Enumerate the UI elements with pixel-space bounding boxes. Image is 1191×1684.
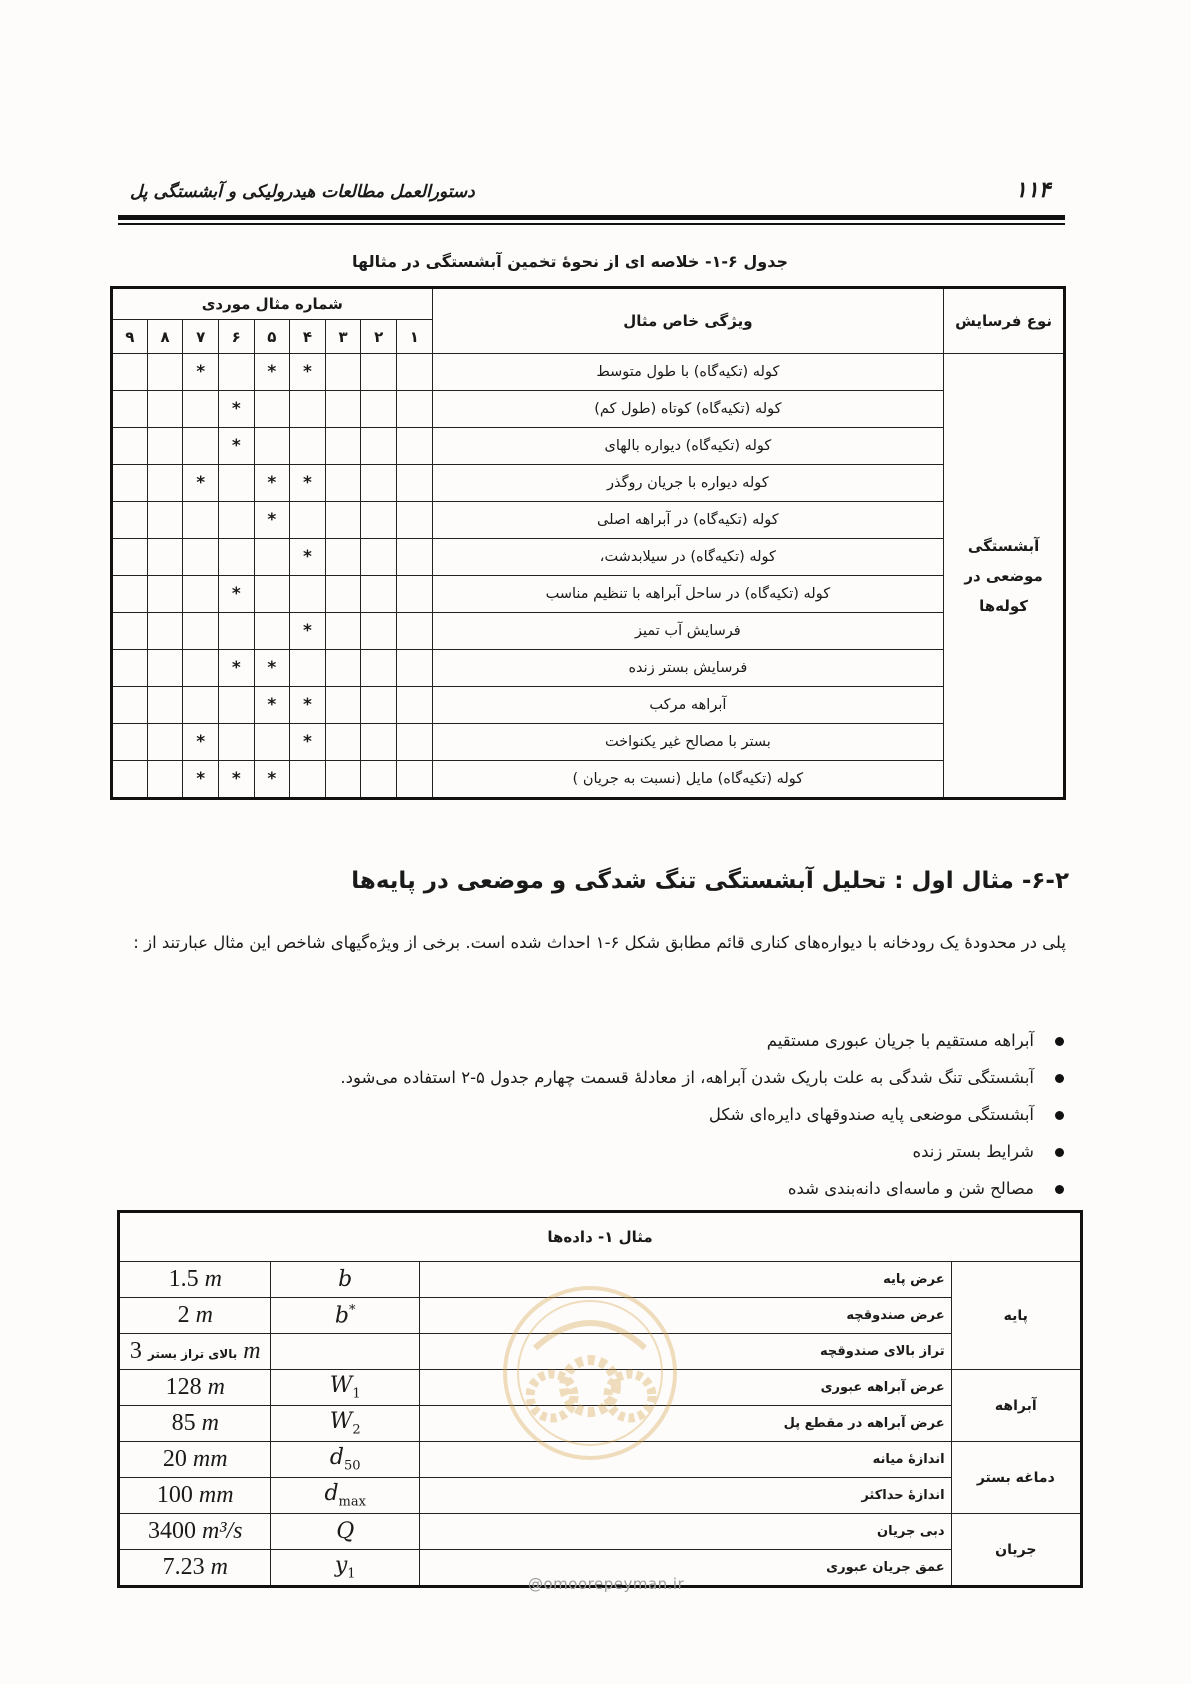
symbol-cell xyxy=(271,1478,419,1514)
symbol: b xyxy=(338,1267,353,1292)
symbol-cell xyxy=(271,1370,419,1406)
symbol: Q xyxy=(336,1519,355,1544)
erosion-type-cell xyxy=(944,354,1065,799)
mark-cell xyxy=(325,391,361,428)
feature-cell: کوله دیواره با جریان روگذر xyxy=(432,465,944,502)
table-row xyxy=(119,1478,1082,1514)
mark-cell xyxy=(397,724,433,761)
intro-paragraph: پلی در محدودهٔ یک رودخانه با دیواره‌های کناری قائم مطابق شکل ۶-۱ احداث شده است. برخی از ویژه‌گیهای شاخص این مثال عبارتند از : xyxy=(133,933,1066,952)
mark-cell xyxy=(147,576,183,613)
mark-cell xyxy=(183,576,219,613)
mark-cell xyxy=(147,650,183,687)
mark-cell xyxy=(325,613,361,650)
mark-cell xyxy=(112,761,148,799)
value-unit: m³/s xyxy=(201,1518,243,1544)
mark-cell xyxy=(397,465,433,502)
mark-cell xyxy=(183,428,219,465)
asterisk-mark: * xyxy=(303,547,312,567)
list-item-text: آبشستگی تنگ شدگی به علت باریک شدن آبراهه، از معادلهٔ قسمت چهارم جدول ۵-۲ استفاده می‌شود. xyxy=(340,1068,1034,1087)
mark-cell xyxy=(218,465,254,502)
example-number-2: ۲ xyxy=(361,320,397,354)
feature-cell: کوله (تکیه‌گاه) در سیلابدشت، xyxy=(432,539,944,576)
mark-cell xyxy=(218,428,254,465)
section-heading: ۶-۲- مثال اول : تحلیل آبشستگی تنگ شدگی و موضعی در پایه‌ها xyxy=(351,868,1069,894)
erosion-type-line: کوله‌ها xyxy=(979,596,1029,615)
mark-cell xyxy=(397,613,433,650)
asterisk-mark: * xyxy=(231,584,241,604)
list-item-text: آبشستگی موضعی پایه صندوقهای دایره‌ای شکل xyxy=(708,1105,1034,1124)
value-unit: mm xyxy=(192,1446,228,1472)
mark-cell xyxy=(147,539,183,576)
mark-cell xyxy=(254,354,290,391)
mark-cell xyxy=(112,576,148,613)
table-row xyxy=(112,354,1065,391)
example-number-3: ۳ xyxy=(325,320,361,354)
mark-cell xyxy=(218,539,254,576)
parameter-cell: عرض آبراهه در مقطع پل xyxy=(419,1406,951,1442)
mark-cell xyxy=(361,687,397,724)
asterisk-mark: * xyxy=(231,436,241,456)
mark-cell xyxy=(290,761,326,799)
table-row xyxy=(119,1514,1082,1550)
mark-cell xyxy=(290,650,326,687)
mark-cell xyxy=(290,391,326,428)
mark-cell xyxy=(290,502,326,539)
value-number: 128 xyxy=(165,1374,202,1400)
parameter-cell: عرض پایه xyxy=(419,1262,951,1298)
feature-list xyxy=(106,1022,1066,1207)
bullet-icon xyxy=(1055,1111,1064,1120)
mark-cell xyxy=(218,391,254,428)
table-row xyxy=(112,761,1065,799)
bullet-icon xyxy=(1055,1037,1064,1046)
list-item xyxy=(106,1170,1066,1207)
mark-cell xyxy=(397,391,433,428)
table-row xyxy=(112,428,1065,465)
example1-title: مثال ۱- داده‌ها xyxy=(119,1212,1082,1262)
category-cell: جریان xyxy=(951,1514,1081,1587)
mark-cell xyxy=(112,613,148,650)
asterisk-mark: * xyxy=(267,510,277,530)
mark-cell xyxy=(397,354,433,391)
value-cell xyxy=(119,1262,271,1298)
symbol-subscript: max xyxy=(338,1494,366,1510)
mark-cell xyxy=(218,502,254,539)
mark-cell xyxy=(325,428,361,465)
table-row xyxy=(112,465,1065,502)
header-rule xyxy=(118,215,1065,220)
mark-cell xyxy=(325,465,361,502)
mark-cell xyxy=(361,539,397,576)
list-item xyxy=(106,1133,1066,1170)
header-erosion-type: نوع فرسایش xyxy=(944,288,1065,354)
value-cell xyxy=(119,1550,271,1587)
erosion-type-line: آبشستگی xyxy=(967,536,1040,555)
feature-cell: کوله (تکیه‌گاه) در آبراهه اصلی xyxy=(432,502,944,539)
mark-cell xyxy=(325,687,361,724)
mark-cell xyxy=(325,650,361,687)
mark-cell xyxy=(112,502,148,539)
table1-caption: جدول ۶-۱- خلاصه ای از نحوهٔ تخمین آبشستگی در مثالها xyxy=(352,252,788,271)
list-item-text: آبراهه مستقیم با جریان عبوری مستقیم xyxy=(766,1031,1034,1050)
mark-cell xyxy=(254,761,290,799)
mark-cell xyxy=(254,576,290,613)
mark-cell xyxy=(183,724,219,761)
mark-cell xyxy=(325,502,361,539)
symbol: W xyxy=(329,1409,353,1435)
value-number: 2 xyxy=(177,1302,190,1328)
symbol: b xyxy=(334,1303,349,1329)
symbol-subscript: 1 xyxy=(347,1566,356,1582)
bullet-icon xyxy=(1055,1074,1064,1083)
mark-cell xyxy=(361,576,397,613)
mark-cell xyxy=(290,354,326,391)
mark-cell xyxy=(361,650,397,687)
mark-cell xyxy=(361,613,397,650)
value-cell xyxy=(119,1298,271,1334)
value-cell xyxy=(119,1514,271,1550)
table-row xyxy=(112,576,1065,613)
symbol: y xyxy=(334,1553,348,1579)
value-note: بالای تراز بستر xyxy=(147,1347,238,1361)
table-row xyxy=(112,391,1065,428)
value-cell xyxy=(119,1370,271,1406)
mark-cell xyxy=(183,613,219,650)
value-number: 1.5 xyxy=(168,1266,199,1292)
mark-cell xyxy=(147,687,183,724)
value-number: 3400 xyxy=(147,1518,196,1544)
mark-cell xyxy=(397,650,433,687)
asterisk-mark: * xyxy=(231,769,241,789)
mark-cell xyxy=(112,354,148,391)
value-unit: m xyxy=(243,1338,261,1364)
mark-cell xyxy=(325,539,361,576)
mark-cell xyxy=(254,391,290,428)
mark-cell xyxy=(254,613,290,650)
mark-cell xyxy=(361,502,397,539)
list-item xyxy=(106,1096,1066,1133)
feature-cell: بستر با مصالح غیر یکنواخت xyxy=(432,724,944,761)
mark-cell xyxy=(325,576,361,613)
mark-cell xyxy=(290,428,326,465)
mark-cell xyxy=(397,502,433,539)
list-item xyxy=(106,1059,1066,1096)
symbol-subscript: 50 xyxy=(343,1458,361,1474)
parameter-cell: دبی جریان xyxy=(419,1514,951,1550)
parameter-cell: عمق جریان عبوری xyxy=(419,1550,951,1587)
parameter-cell: اندازهٔ حداکثر xyxy=(419,1478,951,1514)
symbol-cell xyxy=(271,1550,419,1587)
feature-cell: کوله (تکیه‌گاه) کوتاه (طول کم) xyxy=(432,391,944,428)
symbol: d xyxy=(329,1445,344,1471)
mark-cell xyxy=(183,502,219,539)
mark-cell xyxy=(325,354,361,391)
parameter-cell: تراز بالای صندوقچه xyxy=(419,1334,951,1370)
mark-cell xyxy=(361,761,397,799)
mark-cell xyxy=(254,650,290,687)
parameter-cell: عرض آبراهه عبوری xyxy=(419,1370,951,1406)
value-unit: m xyxy=(201,1410,219,1436)
running-title: دستورالعمل مطالعات هیدرولیکی و آبشستگی پل xyxy=(130,182,475,202)
value-cell xyxy=(119,1442,271,1478)
asterisk-mark: * xyxy=(303,362,312,382)
value-unit: mm xyxy=(198,1482,234,1508)
mark-cell xyxy=(112,650,148,687)
mark-cell xyxy=(112,465,148,502)
mark-cell xyxy=(290,465,326,502)
example-number-5: ۵ xyxy=(254,320,290,354)
mark-cell xyxy=(397,428,433,465)
mark-cell xyxy=(290,687,326,724)
mark-cell xyxy=(147,428,183,465)
mark-cell xyxy=(183,650,219,687)
mark-cell xyxy=(147,761,183,799)
scour-summary-table xyxy=(110,286,1066,800)
mark-cell xyxy=(290,613,326,650)
asterisk-mark: * xyxy=(267,769,277,789)
value-number: 85 xyxy=(171,1410,196,1436)
mark-cell xyxy=(254,539,290,576)
asterisk-mark: * xyxy=(267,658,277,678)
table-row xyxy=(112,502,1065,539)
mark-cell xyxy=(183,687,219,724)
symbol: W xyxy=(329,1373,353,1399)
mark-cell xyxy=(112,539,148,576)
watermark-logo xyxy=(490,1278,690,1468)
mark-cell xyxy=(361,724,397,761)
asterisk-mark: * xyxy=(267,695,277,715)
table-row xyxy=(112,724,1065,761)
mark-cell xyxy=(254,502,290,539)
value-unit: m xyxy=(207,1374,225,1400)
example-number-6: ۶ xyxy=(218,320,254,354)
value-cell xyxy=(119,1334,271,1370)
mark-cell xyxy=(147,724,183,761)
feature-cell: فرسایش بستر زنده xyxy=(432,650,944,687)
mark-cell xyxy=(112,428,148,465)
list-item xyxy=(106,1022,1066,1059)
symbol-cell xyxy=(271,1514,419,1550)
feature-cell: کوله (تکیه‌گاه) در ساحل آبراهه با تنظیم مناسب xyxy=(432,576,944,613)
bullet-icon xyxy=(1055,1185,1064,1194)
symbol-cell xyxy=(271,1262,419,1298)
watermark-site: @omoorepeyman.ir xyxy=(528,1575,685,1593)
header-feature: ویژگی خاص مثال xyxy=(432,288,944,354)
value-number: 3 xyxy=(129,1338,142,1364)
header-examples: شماره مثال موردی xyxy=(112,288,433,320)
mark-cell xyxy=(397,539,433,576)
mark-cell xyxy=(112,724,148,761)
asterisk-mark: * xyxy=(231,658,241,678)
mark-cell xyxy=(254,687,290,724)
list-item-text: شرایط بستر زنده xyxy=(912,1142,1034,1161)
list-item-text: مصالح شن و ماسه‌ای دانه‌بندی شده xyxy=(787,1179,1034,1198)
mark-cell xyxy=(218,650,254,687)
asterisk-mark: * xyxy=(196,473,206,493)
category-cell: پایه xyxy=(951,1262,1081,1370)
mark-cell xyxy=(183,391,219,428)
category-cell: آبراهه xyxy=(951,1370,1081,1442)
mark-cell xyxy=(361,391,397,428)
erosion-type-line: موضعی در xyxy=(964,566,1043,585)
asterisk-mark: * xyxy=(196,732,206,752)
feature-cell: فرسایش آب تمیز xyxy=(432,613,944,650)
mark-cell xyxy=(361,428,397,465)
value-cell xyxy=(119,1406,271,1442)
page-number: ۱۱۴ xyxy=(1015,178,1051,203)
asterisk-mark: * xyxy=(267,362,277,382)
category-cell: دماغه بستر xyxy=(951,1442,1081,1514)
example-number-7: ۷ xyxy=(183,320,219,354)
value-number: 7.23 xyxy=(162,1554,205,1580)
table-row xyxy=(112,539,1065,576)
mark-cell xyxy=(254,428,290,465)
parameter-cell: اندازهٔ میانه xyxy=(419,1442,951,1478)
mark-cell xyxy=(218,576,254,613)
mark-cell xyxy=(254,724,290,761)
mark-cell xyxy=(254,465,290,502)
parameter-cell: عرض صندوقچه xyxy=(419,1298,951,1334)
mark-cell xyxy=(147,465,183,502)
asterisk-mark: * xyxy=(303,473,312,493)
asterisk-mark: * xyxy=(267,473,277,493)
symbol-subscript: 1 xyxy=(352,1386,361,1402)
mark-cell xyxy=(397,576,433,613)
value-number: 20 xyxy=(162,1446,187,1472)
feature-cell: کوله (تکیه‌گاه) دیواره بالهای xyxy=(432,428,944,465)
asterisk-mark: * xyxy=(196,769,206,789)
mark-cell xyxy=(147,391,183,428)
value-unit: m xyxy=(204,1266,222,1292)
symbol: d xyxy=(324,1481,339,1507)
mark-cell xyxy=(183,465,219,502)
mark-cell xyxy=(325,724,361,761)
mark-cell xyxy=(218,613,254,650)
mark-cell xyxy=(290,539,326,576)
mark-cell xyxy=(325,761,361,799)
table-row xyxy=(112,687,1065,724)
value-unit: m xyxy=(195,1302,213,1328)
mark-cell xyxy=(397,761,433,799)
mark-cell xyxy=(361,354,397,391)
example-number-1: ۱ xyxy=(397,320,433,354)
mark-cell xyxy=(147,502,183,539)
symbol-cell xyxy=(271,1442,419,1478)
table-row xyxy=(112,650,1065,687)
mark-cell xyxy=(218,687,254,724)
mark-cell xyxy=(112,391,148,428)
asterisk-mark: * xyxy=(196,362,206,382)
mark-cell xyxy=(147,613,183,650)
symbol-cell xyxy=(271,1298,419,1334)
bullet-icon xyxy=(1055,1148,1064,1157)
value-cell xyxy=(119,1478,271,1514)
mark-cell xyxy=(147,354,183,391)
mark-cell xyxy=(397,687,433,724)
mark-cell xyxy=(361,465,397,502)
asterisk-mark: * xyxy=(303,621,312,641)
feature-cell: کوله (تکیه‌گاه) با طول متوسط xyxy=(432,354,944,391)
mark-cell xyxy=(112,687,148,724)
example-number-8: ۸ xyxy=(147,320,183,354)
header-rule-thin xyxy=(118,223,1065,225)
symbol-cell xyxy=(271,1406,419,1442)
feature-cell: کوله (تکیه‌گاه) مایل (نسبت به جریان ) xyxy=(432,761,944,799)
asterisk-mark: * xyxy=(231,399,241,419)
symbol-cell xyxy=(271,1334,419,1370)
value-number: 100 xyxy=(156,1482,193,1508)
mark-cell xyxy=(218,761,254,799)
example-number-9: ۹ xyxy=(112,320,148,354)
mark-cell xyxy=(290,576,326,613)
asterisk-mark: * xyxy=(303,732,312,752)
mark-cell xyxy=(218,354,254,391)
value-unit: m xyxy=(210,1554,228,1580)
mark-cell xyxy=(290,724,326,761)
symbol-superscript: * xyxy=(349,1302,356,1318)
mark-cell xyxy=(183,761,219,799)
table-row xyxy=(112,613,1065,650)
asterisk-mark: * xyxy=(303,695,312,715)
feature-cell: آبراهه مرکب xyxy=(432,687,944,724)
mark-cell xyxy=(218,724,254,761)
mark-cell xyxy=(183,354,219,391)
example-number-4: ۴ xyxy=(290,320,326,354)
symbol-subscript: 2 xyxy=(352,1422,361,1438)
mark-cell xyxy=(183,539,219,576)
